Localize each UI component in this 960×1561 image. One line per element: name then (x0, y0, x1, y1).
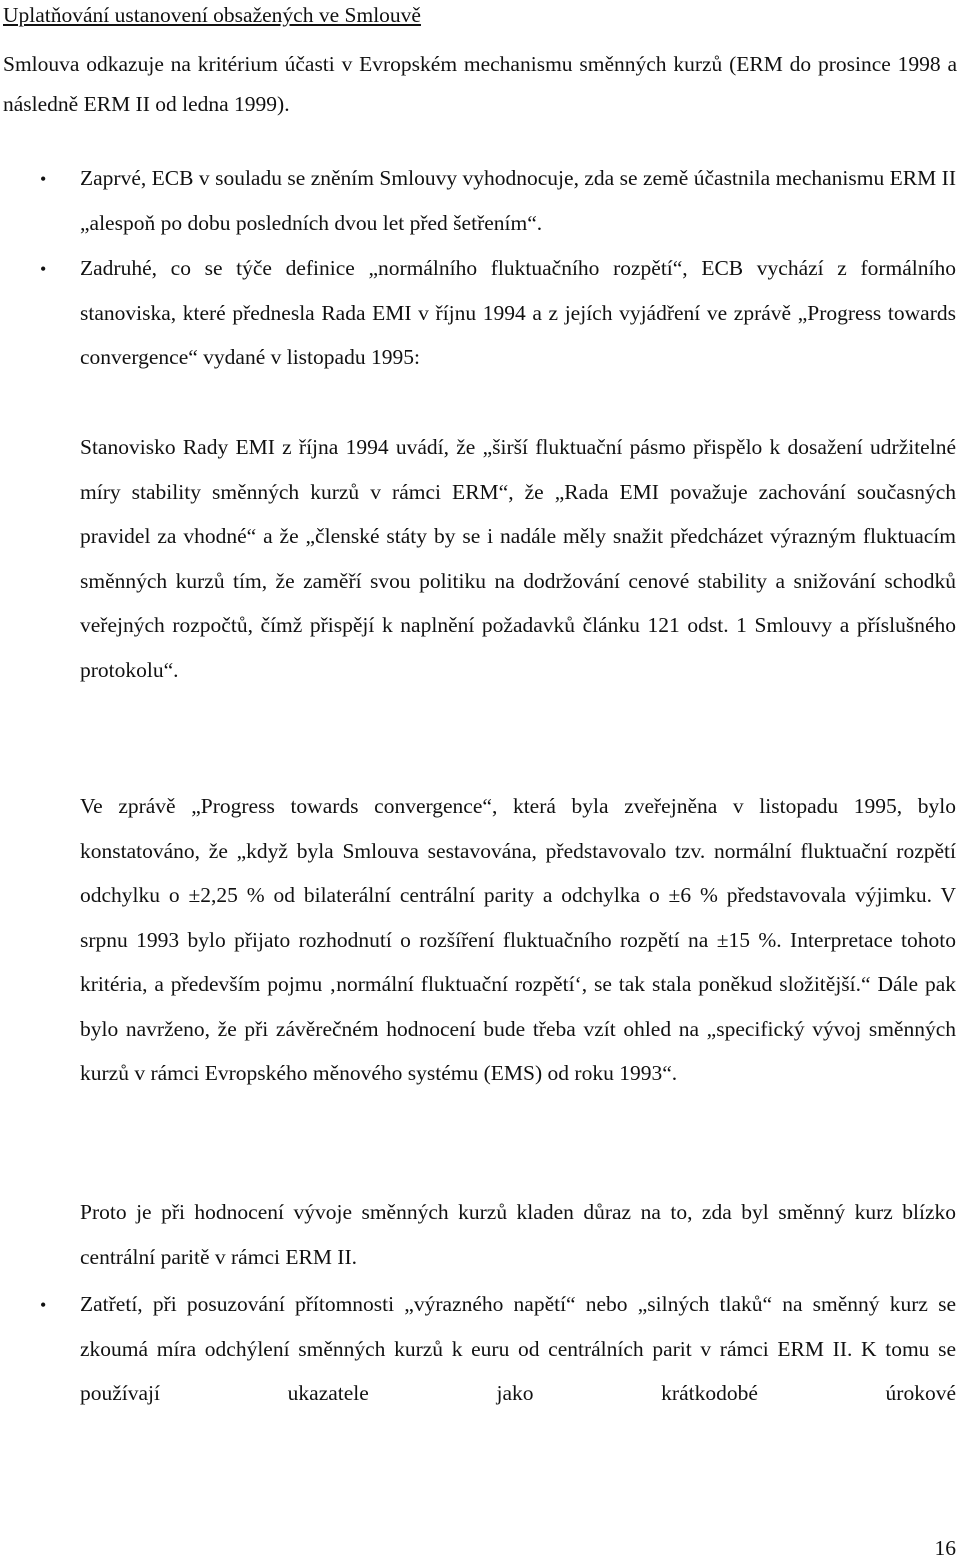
bullet-item-first: Zaprvé, ECB v souladu se zněním Smlouvy vyhodnocuje, zda se země účastnila mechanismu ERM II „alespoň po dobu posledních dvou let před šetřením“. (80, 166, 956, 235)
bullet-item-third: Zatřetí, při posuzování přítomnosti „výrazného napětí“ nebo „silných tlaků“ na směnný kurz se zkoumá míra odchýlení směnných kurzů k euru od centrálních parit v rámci ERM II. K tomu se používají ukazatele jako krátkodobé úrokové (80, 1292, 956, 1405)
bullet-marker: • (40, 1295, 47, 1315)
quote-paragraph-progress-report: Ve zprávě „Progress towards convergence“, která byla zveřejněna v listopadu 1995, bylo konstatováno, že „když byla Smlouva sestavována, představovalo tzv. normální fluktuační rozpětí odchylku o ±2,25 % od bilaterální centrální parity a odchylka o ±6 % představovala výjimku. V srpnu 1993 bylo přijato rozhodnutí o rozšíření fluktuačního rozpětí na ±15 %. Interpretace tohoto kritéria, a především pojmu ‚normální fluktuační rozpětí‘, se tak stala poněkud složitější.“ Dále pak bylo navrženo, že při závěrečném hodnocení bude třeba vzít ohled na „specifický vývoj směnných kurzů v rámci Evropského měnového systému (EMS) od roku 1993“. (80, 794, 956, 1085)
bullet-marker: • (40, 259, 47, 279)
conclusion-paragraph: Proto je při hodnocení vývoje směnných kurzů kladen důraz na to, zda byl směnný kurz blízko centrální paritě v rámci ERM II. (80, 1200, 956, 1269)
quote-paragraph-emi-opinion: Stanovisko Rady EMI z října 1994 uvádí, že „širší fluktuační pásmo přispělo k dosažení udržitelné míry stability směnných kurzů v rámci ERM“, že „Rada EMI považuje zachování současných pravidel za vhodné“ a že „členské státy by se i nadále měly snažit předcházet výrazným fluktuacím směnných kurzů tím, že zaměří svou politiku na dodržování cenové stability a snižování schodků veřejných rozpočtů, čímž přispějí k naplnění požadavků článku 121 odst. 1 Smlouvy a příslušného protokolu“. (80, 435, 956, 682)
bullet-marker: • (40, 169, 47, 189)
page-number: 16 (934, 1536, 956, 1560)
intro-paragraph: Smlouva odkazuje na kritérium účasti v Evropském mechanismu směnných kurzů (ERM do prosince 1998 a následně ERM II od ledna 1999). (3, 52, 957, 116)
bullet-item-second: Zadruhé, co se týče definice „normálního fluktuačního rozpětí“, ECB vychází z formálního stanoviska, které přednesla Rada EMI v říjnu 1994 a z jejích vyjádření ve zprávě „Progress towards convergence“ vydané v listopadu 1995: (80, 256, 956, 369)
section-heading: Uplatňování ustanovení obsažených ve Smlouvě (3, 3, 421, 27)
